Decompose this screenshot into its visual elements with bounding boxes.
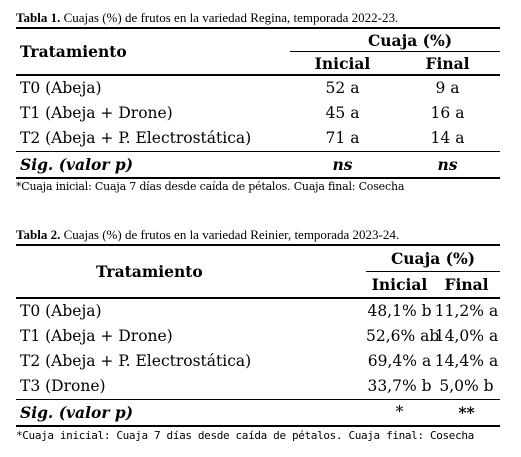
table-2-row-3-final: 5,0% b xyxy=(439,377,494,395)
table-row xyxy=(16,324,500,349)
table-row xyxy=(16,75,500,101)
table-2-block xyxy=(16,227,500,443)
table-1-block xyxy=(16,10,500,194)
table-2-row-2-final: 14,4% a xyxy=(434,352,499,370)
table-2-row-0-tratamiento: T0 (Abeja) xyxy=(20,302,102,320)
table-2-sig-label: Sig. (valor p) xyxy=(20,403,134,422)
table-2-sig-final: ** xyxy=(458,403,475,422)
table-1-row-1-inicial: 45 a xyxy=(325,104,360,122)
table-1-row-0-final: 9 a xyxy=(435,79,460,97)
table-1-sig-inicial: ns xyxy=(332,155,353,174)
table-2-caption-label: Tabla 2. xyxy=(16,227,61,242)
table-1-header-final: Final xyxy=(425,53,470,73)
table-row xyxy=(16,374,500,400)
table-1-caption xyxy=(16,10,500,26)
table-1-row-0-tratamiento: T0 (Abeja) xyxy=(20,79,102,97)
table-1-footnote: *Cuaja inicial: Cuaja 7 días desde caída de pétalos. Cuaja final: Cosecha xyxy=(16,180,405,193)
table-1-row-1-final: 16 a xyxy=(430,104,465,122)
table-1-row-2-tratamiento: T2 (Abeja + P. Electrostática) xyxy=(20,129,252,147)
table-2-row-2-tratamiento: T2 (Abeja + P. Electrostática) xyxy=(20,352,252,370)
table-1-sig-row xyxy=(16,152,500,179)
table-2 xyxy=(16,244,500,427)
table-2-footnote: *Cuaja inicial: Cuaja 7 días desde caída de pétalos. Cuaja final: Cosecha xyxy=(16,429,474,442)
table-1-row-0-inicial: 52 a xyxy=(325,79,360,97)
table-1-caption-label: Tabla 1. xyxy=(16,10,61,25)
table-2-row-1-final: 14,0% a xyxy=(434,327,499,345)
table-1-sig-label: Sig. (valor p) xyxy=(20,155,134,174)
table-1-caption-text: Cuajas (%) de frutos en la variedad Regina, temporada 2022-23. xyxy=(60,10,399,25)
table-1-row-1-tratamiento: T1 (Abeja + Drone) xyxy=(20,104,173,122)
table-2-header-inicial: Inicial xyxy=(371,275,428,294)
table-1-header-inicial: Inicial xyxy=(314,53,371,73)
table-1-row-2-final: 14 a xyxy=(430,129,465,147)
table-1 xyxy=(16,27,500,179)
table-2-row-1-tratamiento: T1 (Abeja + Drone) xyxy=(20,327,173,345)
table-row xyxy=(16,349,500,374)
table-row xyxy=(16,298,500,324)
table-2-sig-inicial: * xyxy=(395,403,404,421)
table-1-sig-final: ns xyxy=(437,155,458,174)
table-2-row-0-final: 11,2% a xyxy=(434,302,499,320)
table-2-caption xyxy=(16,227,500,243)
table-2-row-0-inicial: 48,1% b xyxy=(367,302,432,320)
table-2-row-3-tratamiento: T3 (Drone) xyxy=(20,377,106,395)
table-2-caption-text: Cuajas (%) de frutos en la variedad Reinier, temporada 2023-24. xyxy=(60,227,400,242)
table-2-row-2-inicial: 69,4% a xyxy=(367,352,432,370)
table-2-row-1-inicial: 52,6% ab xyxy=(366,327,440,345)
table-2-header-cuaja: Cuaja (%) xyxy=(366,245,500,272)
table-1-header-cuaja: Cuaja (%) xyxy=(290,28,500,52)
table-2-row-3-inicial: 33,7% b xyxy=(367,377,432,395)
table-2-header-final: Final xyxy=(444,275,489,294)
table-1-header-tratamiento: Tratamiento xyxy=(20,42,127,61)
table-1-row-2-inicial: 71 a xyxy=(325,129,360,147)
table-row xyxy=(16,101,500,126)
table-2-header-tratamiento: Tratamiento xyxy=(96,262,203,281)
table-row xyxy=(16,126,500,152)
table-2-sig-row xyxy=(16,400,500,427)
